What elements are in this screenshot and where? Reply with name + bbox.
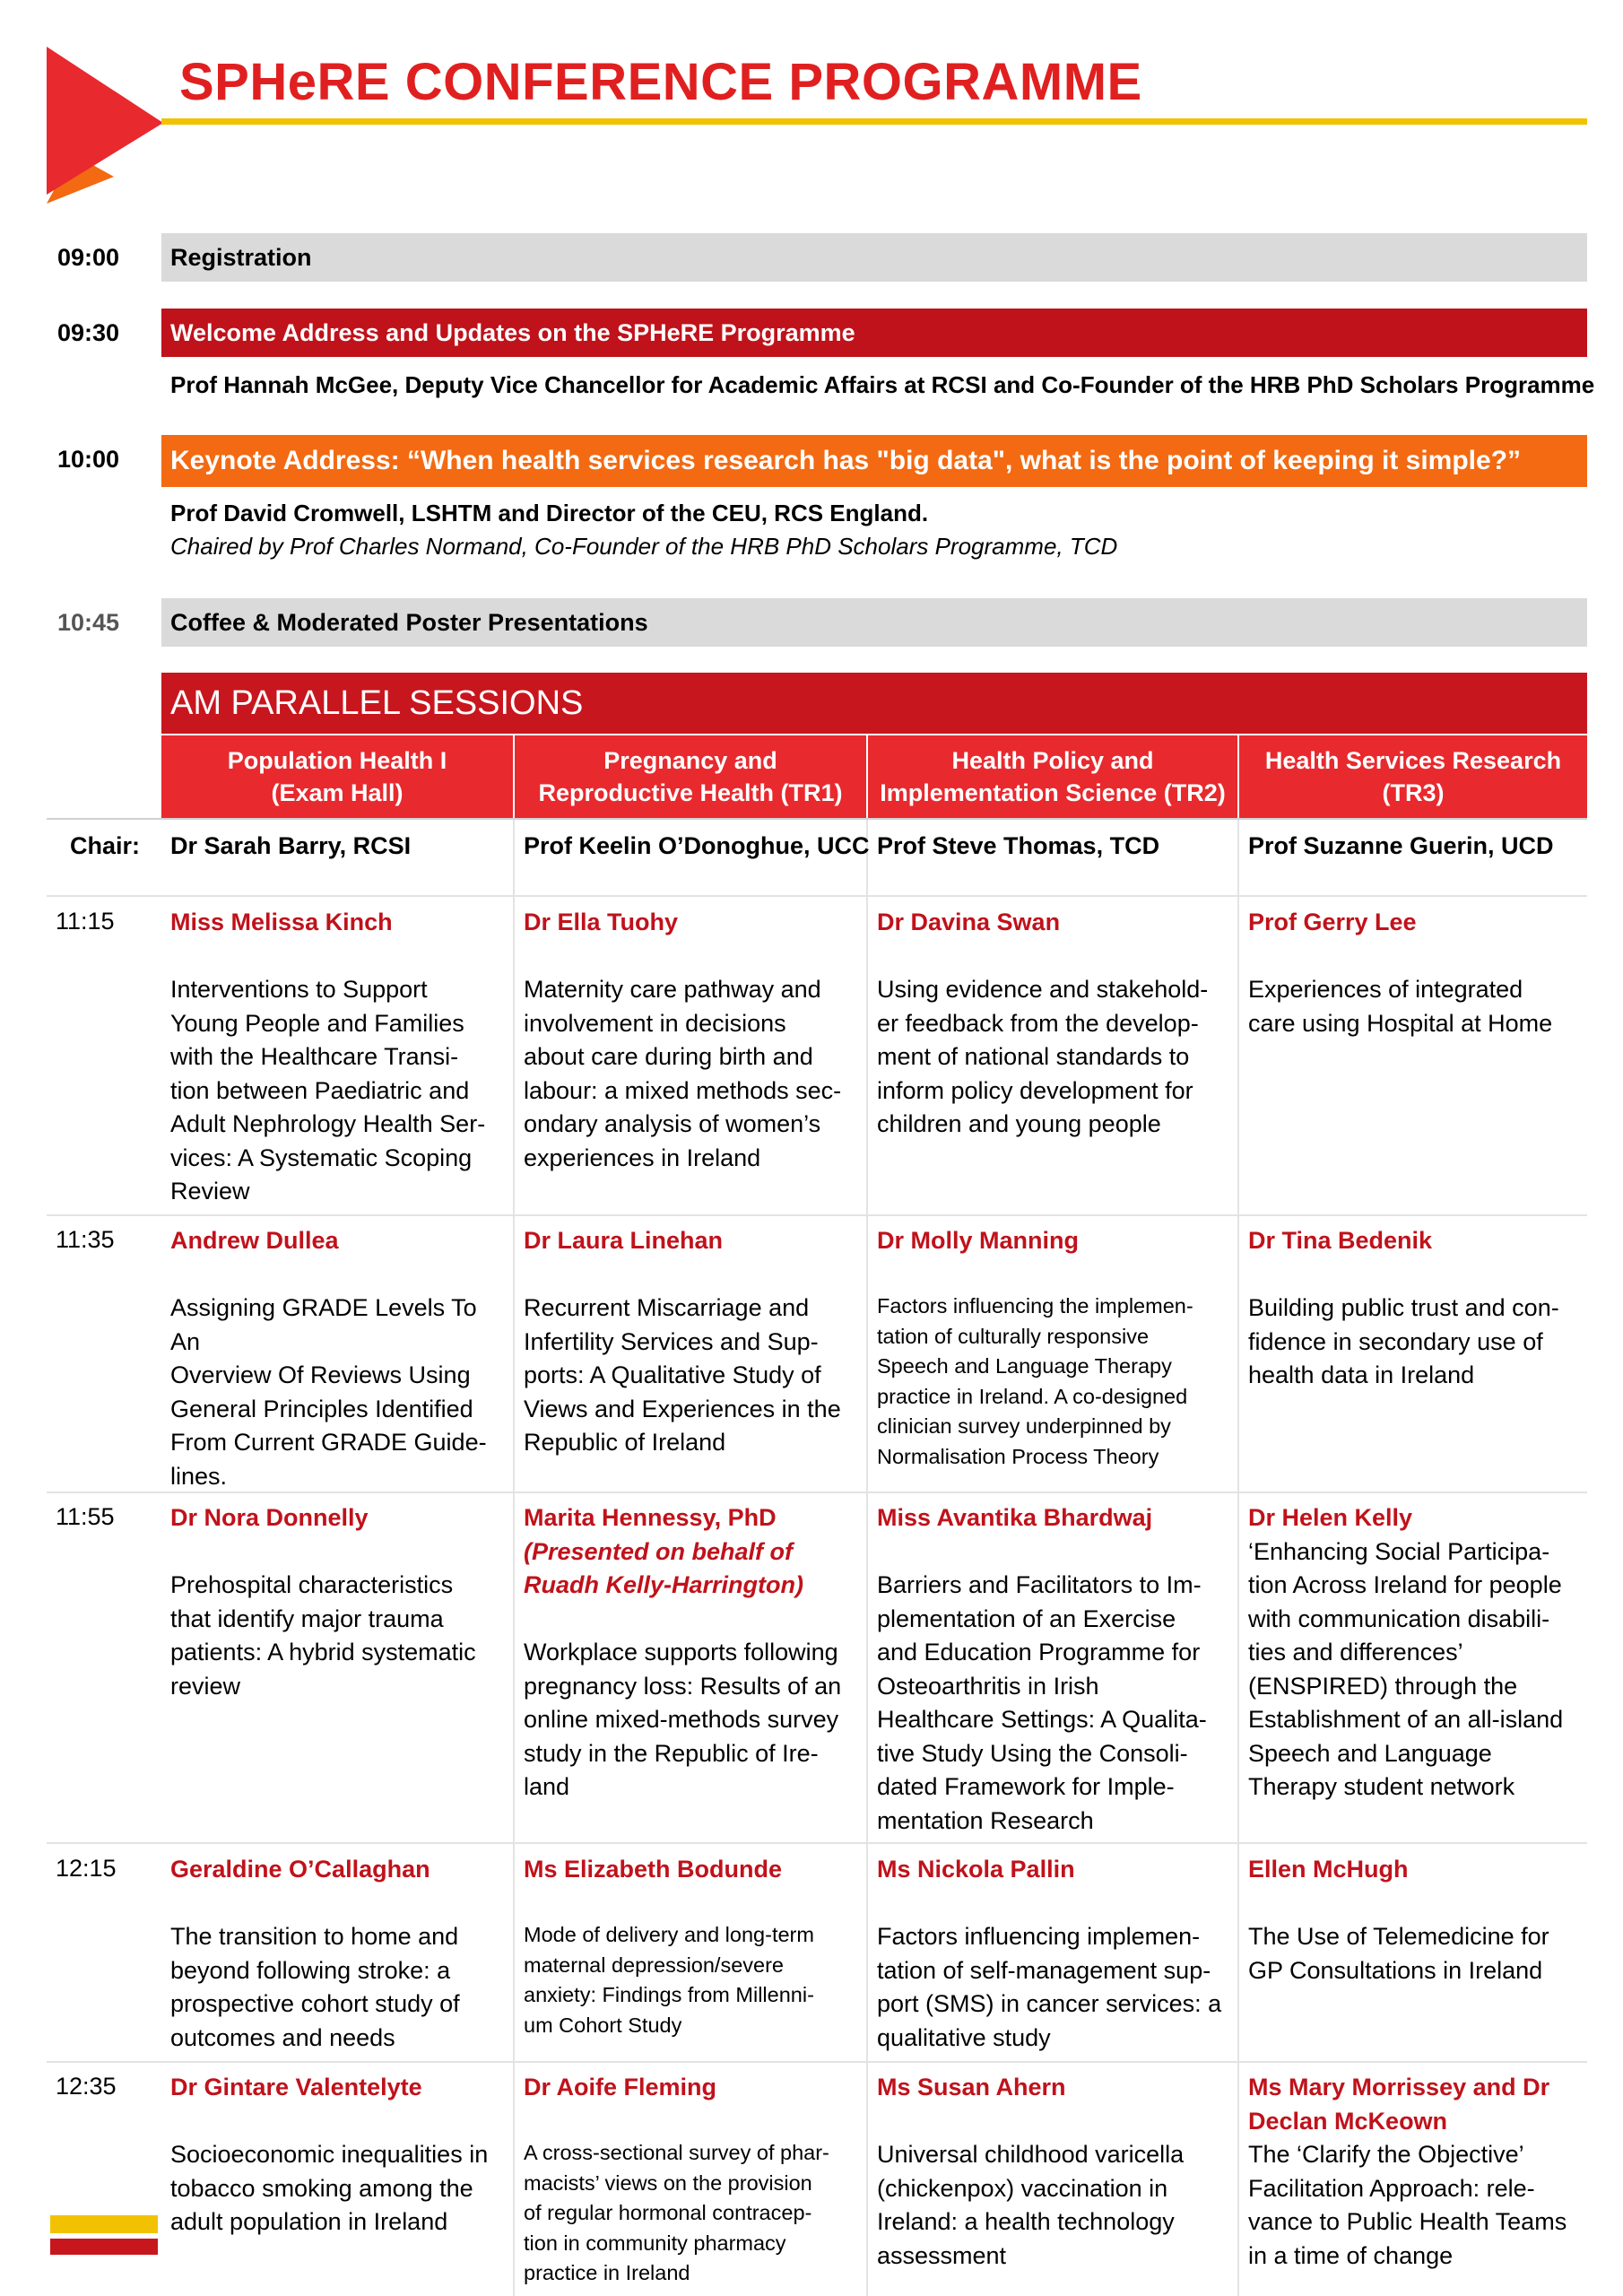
session-cell: [1248, 1224, 1584, 1393]
talk-title-line: um Cohort Study: [524, 2013, 682, 2037]
speaker-name: Andrew Dullea: [170, 1227, 339, 1254]
talk-title-line: assessment: [877, 2241, 1007, 2269]
column-heading-population-health: Population Health I (Exam Hall): [161, 735, 513, 818]
talk-title-line: Experiences of integrated: [1248, 976, 1523, 1003]
column-heading-pregnancy: Pregnancy and Reproductive Health (TR1): [515, 735, 866, 818]
talk-title-line: Factors influencing implemen-: [877, 1923, 1201, 1950]
talk-title-line: prospective cohort study of: [170, 1990, 460, 2017]
talk-title-line: ties and differences’: [1248, 1639, 1463, 1665]
talk-title: [1248, 2138, 1584, 2273]
spacer: [1248, 1258, 1584, 1292]
chair-label: Chair:: [70, 832, 141, 859]
talk-title-line: Universal childhood varicella: [877, 2141, 1185, 2168]
speaker-name: Ellen McHugh: [1248, 1856, 1409, 1883]
talk-title-line: The ‘Clarify the Objective’: [1248, 2141, 1524, 2168]
talk-title-line: inform policy development for: [877, 1076, 1193, 1104]
talk-title-line: (ENSPIRED) through the: [1248, 1672, 1518, 1700]
speaker-name: Dr Laura Linehan: [524, 1227, 724, 1254]
session-cell: [170, 1224, 506, 1493]
row-divider: [47, 2061, 1587, 2063]
speaker-name: Dr Davina Swan: [877, 909, 1061, 935]
talk-title-line: labour: a mixed methods sec-: [524, 1076, 842, 1104]
talk-title-line: ondary analysis of women’s: [524, 1110, 821, 1137]
chair-health-services: Prof Suzanne Guerin, UCD: [1248, 832, 1554, 859]
session-time: 11:55: [56, 1503, 115, 1530]
talk-title: [1248, 1920, 1584, 1987]
talk-title: [1248, 1535, 1584, 1805]
talk-title-line: Barriers and Facilitators to Im-: [877, 1571, 1202, 1598]
column-divider: [866, 818, 868, 2296]
speaker-name: Dr Nora Donnelly: [170, 1504, 369, 1531]
talk-title-line: Speech and Language: [1248, 1739, 1492, 1767]
speaker-name: Prof Gerry Lee: [1248, 909, 1417, 935]
session-cell: [524, 1501, 859, 1805]
talk-title-line: maternal depression/severe: [524, 1952, 784, 1977]
talk-title-line: practice in Ireland. A co-designed: [877, 1384, 1188, 1408]
spacer: [1248, 940, 1584, 974]
talk-title: [1248, 1292, 1584, 1393]
spacer: [524, 1887, 859, 1921]
talk-title-line: Facilitation Approach: rele-: [1248, 2174, 1535, 2202]
talk-title: [877, 1920, 1230, 2055]
talk-title-line: qualitative study: [877, 2023, 1051, 2051]
sessions-title: AM PARALLEL SESSIONS: [161, 673, 1587, 734]
footer-yellow-mark: [50, 2215, 158, 2233]
talk-title-line: plementation of an Exercise: [877, 1605, 1176, 1632]
session-cell: [1248, 906, 1584, 1040]
schedule-time: 10:00: [57, 446, 120, 473]
talk-title-line: tive Study Using the Consoli-: [877, 1739, 1188, 1767]
speaker-name: Ms Elizabeth Bodunde: [524, 1856, 783, 1883]
row-divider: [47, 1214, 1587, 1216]
talk-title: [524, 2138, 859, 2289]
talk-title-line: that identify major trauma: [170, 1605, 444, 1632]
talk-title-line: ment of national standards to: [877, 1043, 1190, 1070]
speaker-name: Ms Nickola Pallin: [877, 1856, 1075, 1883]
talk-title: [170, 1292, 506, 1493]
talk-title-line: ports: A Qualitative Study of: [524, 1361, 821, 1388]
talk-title-line: GP Consultations in Ireland: [1248, 1956, 1543, 1984]
schedule-bar-welcome: Welcome Address and Updates on the SPHeRE Programme: [161, 309, 1587, 357]
spacer: [170, 940, 506, 974]
page-title: SPHeRE CONFERENCE PROGRAMME: [179, 53, 1142, 111]
session-time: 12:35: [56, 2073, 117, 2100]
spacer: [877, 2105, 1230, 2139]
talk-title-line: beyond following stroke: a: [170, 1956, 451, 1984]
speaker-name: Marita Hennessy, PhD: [524, 1504, 777, 1531]
spacer: [1248, 1887, 1584, 1921]
column-divider: [1237, 818, 1239, 2296]
talk-title-line: with the Healthcare Transi-: [170, 1043, 459, 1070]
talk-title-line: Healthcare Settings: A Qualita-: [877, 1706, 1207, 1733]
keynote-speaker: Prof David Cromwell, LSHTM and Director of the CEU, RCS England.: [170, 500, 929, 526]
speaker-name: Miss Avantika Bhardwaj: [877, 1504, 1153, 1531]
schedule-time: 09:00: [57, 244, 120, 271]
column-heading-health-services: Health Services Research (TR3): [1239, 735, 1587, 818]
spacer: [524, 940, 859, 974]
column-heading-health-policy: Health Policy and Implementation Science (TR2): [868, 735, 1237, 818]
talk-title: [524, 1636, 859, 1805]
session-cell: [524, 1224, 859, 1460]
spacer: [877, 1887, 1230, 1921]
schedule-bar-keynote: Keynote Address: “When health services research has "big data", what is the point of keeping it simple?”: [161, 435, 1587, 487]
talk-title-line: Young People and Families: [170, 1009, 464, 1037]
talk-title-line: care using Hospital at Home: [1248, 1009, 1553, 1037]
speaker-name: Dr Tina Bedenik: [1248, 1227, 1433, 1254]
talk-title-line: From Current GRADE Guide-: [170, 1429, 487, 1456]
session-time: 11:35: [56, 1226, 115, 1253]
talk-title-line: and Education Programme for: [877, 1639, 1201, 1665]
session-cell: [1248, 1501, 1584, 1805]
speaker-name: Geraldine O’Callaghan: [170, 1856, 430, 1883]
talk-title: [524, 973, 859, 1175]
talk-title: [170, 973, 506, 1209]
speaker-name: Dr Gintare Valentelyte: [170, 2074, 422, 2100]
talk-title: [170, 1920, 506, 2055]
talk-title-line: patients: A hybrid systematic: [170, 1639, 476, 1665]
talk-title-line: Socioeconomic inequalities in: [170, 2141, 489, 2168]
talk-title-line: vance to Public Health Teams: [1248, 2208, 1567, 2235]
talk-title-line: practice in Ireland: [524, 2261, 690, 2284]
talk-title-line: Factors influencing the implemen-: [877, 1294, 1193, 1318]
talk-title-line: Review: [170, 1178, 250, 1205]
talk-title-line: health data in Ireland: [1248, 1361, 1475, 1388]
talk-title-line: in a time of change: [1248, 2241, 1454, 2269]
session-cell: [1248, 1853, 1584, 1987]
talk-title-line: er feedback from the develop-: [877, 1009, 1199, 1037]
talk-title-line: Establishment of an all-island: [1248, 1706, 1564, 1733]
speaker-name: Dr Ella Tuohy: [524, 909, 679, 935]
talk-title: [877, 1292, 1230, 1472]
talk-title-line: The transition to home and: [170, 1923, 459, 1950]
spacer: [877, 940, 1230, 974]
talk-title-line: Workplace supports following: [524, 1639, 838, 1665]
session-cell: [524, 1853, 859, 2040]
session-cell: [170, 1853, 506, 2055]
schedule-time: 09:30: [57, 319, 120, 346]
talk-title-line: dated Framework for Imple-: [877, 1773, 1175, 1800]
talk-title-line: Speech and Language Therapy: [877, 1354, 1172, 1378]
talk-title-line: tobacco smoking among the: [170, 2174, 473, 2202]
speaker-note: (Presented on behalf of: [524, 1537, 794, 1565]
talk-title-line: Assigning GRADE Levels To An: [170, 1294, 477, 1355]
row-divider: [47, 818, 1587, 820]
talk-title-line: adult population in Ireland: [170, 2208, 448, 2235]
talk-title-line: tation of self-management sup-: [877, 1956, 1211, 1984]
session-time: 12:15: [56, 1855, 117, 1882]
talk-title: [877, 973, 1230, 1142]
session-cell: [877, 1224, 1230, 1472]
session-cell: [877, 1501, 1230, 1838]
spacer: [170, 1258, 506, 1292]
chair-pregnancy: Prof Keelin O’Donoghue, UCC: [524, 832, 870, 859]
talk-title-line: about care during birth and: [524, 1043, 813, 1070]
talk-title-line: study in the Republic of Ire-: [524, 1739, 819, 1767]
talk-title: [524, 1292, 859, 1460]
speaker-name: Ms Susan Ahern: [877, 2074, 1066, 2100]
talk-title-line: pregnancy loss: Results of an: [524, 1672, 842, 1700]
talk-title-line: children and young people: [877, 1110, 1161, 1137]
talk-title-line: Normalisation Process Theory: [877, 1444, 1159, 1468]
talk-title-line: Using evidence and stakehold-: [877, 976, 1209, 1003]
spacer: [170, 1887, 506, 1921]
talk-title-line: Infertility Services and Sup-: [524, 1327, 819, 1355]
row-divider: [47, 1842, 1587, 1844]
session-cell: [170, 2071, 506, 2239]
session-cell: [877, 906, 1230, 1142]
talk-title-line: port (SMS) in cancer services: a: [877, 1990, 1222, 2017]
speaker-name: Dr Aoife Fleming: [524, 2074, 717, 2100]
talk-title-line: review: [170, 1672, 241, 1700]
talk-title-line: fidence in secondary use of: [1248, 1327, 1543, 1355]
talk-title-line: outcomes and needs: [170, 2023, 395, 2051]
session-cell: [524, 2071, 859, 2289]
keynote-chair: Chaired by Prof Charles Normand, Co-Founder of the HRB PhD Scholars Programme, TCD: [170, 533, 1118, 560]
talk-title-line: Building public trust and con-: [1248, 1294, 1559, 1321]
talk-title: [877, 1569, 1230, 1838]
talk-title-line: The Use of Telemedicine for: [1248, 1923, 1549, 1950]
talk-title-line: mentation Research: [877, 1806, 1094, 1834]
talk-title-line: online mixed-methods survey: [524, 1706, 839, 1733]
spacer: [524, 1603, 859, 1637]
welcome-speaker: Prof Hannah McGee, Deputy Vice Chancellor for Academic Affairs at RCSI and Co-Founder of the HRB PhD Scholars Programme: [170, 371, 1595, 398]
talk-title: [877, 2138, 1230, 2273]
talk-title-line: involvement in decisions: [524, 1009, 786, 1037]
speaker-name: Miss Melissa Kinch: [170, 909, 393, 935]
session-cell: [170, 906, 506, 1209]
talk-title-line: anxiety: Findings from Millenni-: [524, 1983, 814, 2006]
talk-title: [170, 1569, 506, 1703]
spacer: [524, 2105, 859, 2139]
talk-title-line: tation of culturally responsive: [877, 1324, 1150, 1348]
session-cell: [877, 1853, 1230, 2055]
talk-title-line: Recurrent Miscarriage and: [524, 1294, 810, 1321]
talk-title-line: Osteoarthritis in Irish: [877, 1672, 1099, 1700]
footer-red-mark: [50, 2239, 158, 2255]
talk-title: [524, 1920, 859, 2040]
session-cell: [170, 1501, 506, 1703]
talk-title-line: A cross-sectional survey of phar-: [524, 2141, 829, 2164]
schedule-bar-registration: Registration: [161, 233, 1587, 282]
talk-title-line: (chickenpox) vaccination in: [877, 2174, 1168, 2202]
talk-title-line: tion in community pharmacy: [524, 2231, 786, 2255]
session-cell: [1248, 2071, 1584, 2273]
talk-title-line: vices: A Systematic Scoping: [170, 1144, 473, 1171]
talk-title-line: tion between Paediatric and: [170, 1076, 470, 1104]
spacer: [170, 2105, 506, 2139]
spacer: [877, 1535, 1230, 1570]
spacer: [877, 1258, 1230, 1292]
talk-title-line: tion Across Ireland for people: [1248, 1571, 1562, 1598]
spacer: [170, 1535, 506, 1570]
talk-title-line: clinician survey underpinned by: [877, 1414, 1171, 1438]
spacer: [524, 1258, 859, 1292]
talk-title-line: Ireland: a health technology: [877, 2208, 1175, 2235]
talk-title-line: ‘Enhancing Social Participa-: [1248, 1537, 1550, 1565]
talk-title-line: Therapy student network: [1248, 1773, 1515, 1800]
row-divider: [47, 895, 1587, 897]
session-cell: [877, 2071, 1230, 2273]
speaker-name: Dr Helen Kelly: [1248, 1504, 1413, 1531]
chair-health-policy: Prof Steve Thomas, TCD: [877, 832, 1160, 859]
talk-title-line: Republic of Ireland: [524, 1429, 726, 1456]
conference-logo-icon: [47, 47, 172, 208]
talk-title: [1248, 973, 1584, 1040]
talk-title-line: Views and Experiences in the: [524, 1395, 841, 1422]
column-divider: [513, 818, 515, 2296]
talk-title-line: of regular hormonal contracep-: [524, 2201, 812, 2224]
session-time: 11:15: [56, 908, 115, 935]
talk-title-line: with communication disabili-: [1248, 1605, 1550, 1632]
talk-title-line: lines.: [170, 1462, 228, 1490]
talk-title-line: macists’ views on the provision: [524, 2170, 812, 2195]
speaker-name: Ms Mary Morrissey and Dr: [1248, 2074, 1550, 2100]
talk-title-line: Mode of delivery and long-term: [524, 1923, 814, 1946]
talk-title-line: experiences in Ireland: [524, 1144, 761, 1171]
talk-title-line: Prehospital characteristics: [170, 1571, 454, 1598]
talk-title: [170, 2138, 506, 2239]
title-underline: [161, 118, 1587, 125]
talk-title-line: land: [524, 1773, 570, 1800]
chair-population-health: Dr Sarah Barry, RCSI: [170, 832, 412, 859]
talk-title-line: Interventions to Support: [170, 976, 428, 1003]
session-cell: [524, 906, 859, 1175]
speaker-name: Declan McKeown: [1248, 2107, 1448, 2135]
schedule-time: 10:45: [57, 609, 120, 636]
talk-title-line: Overview Of Reviews Using: [170, 1361, 471, 1388]
speaker-name: Dr Molly Manning: [877, 1227, 1079, 1254]
speaker-note: Ruadh Kelly-Harrington): [524, 1571, 804, 1598]
schedule-bar-coffee: Coffee & Moderated Poster Presentations: [161, 598, 1587, 647]
talk-title-line: Maternity care pathway and: [524, 976, 821, 1003]
talk-title-line: General Principles Identified: [170, 1395, 473, 1422]
talk-title-line: Adult Nephrology Health Ser-: [170, 1110, 486, 1137]
